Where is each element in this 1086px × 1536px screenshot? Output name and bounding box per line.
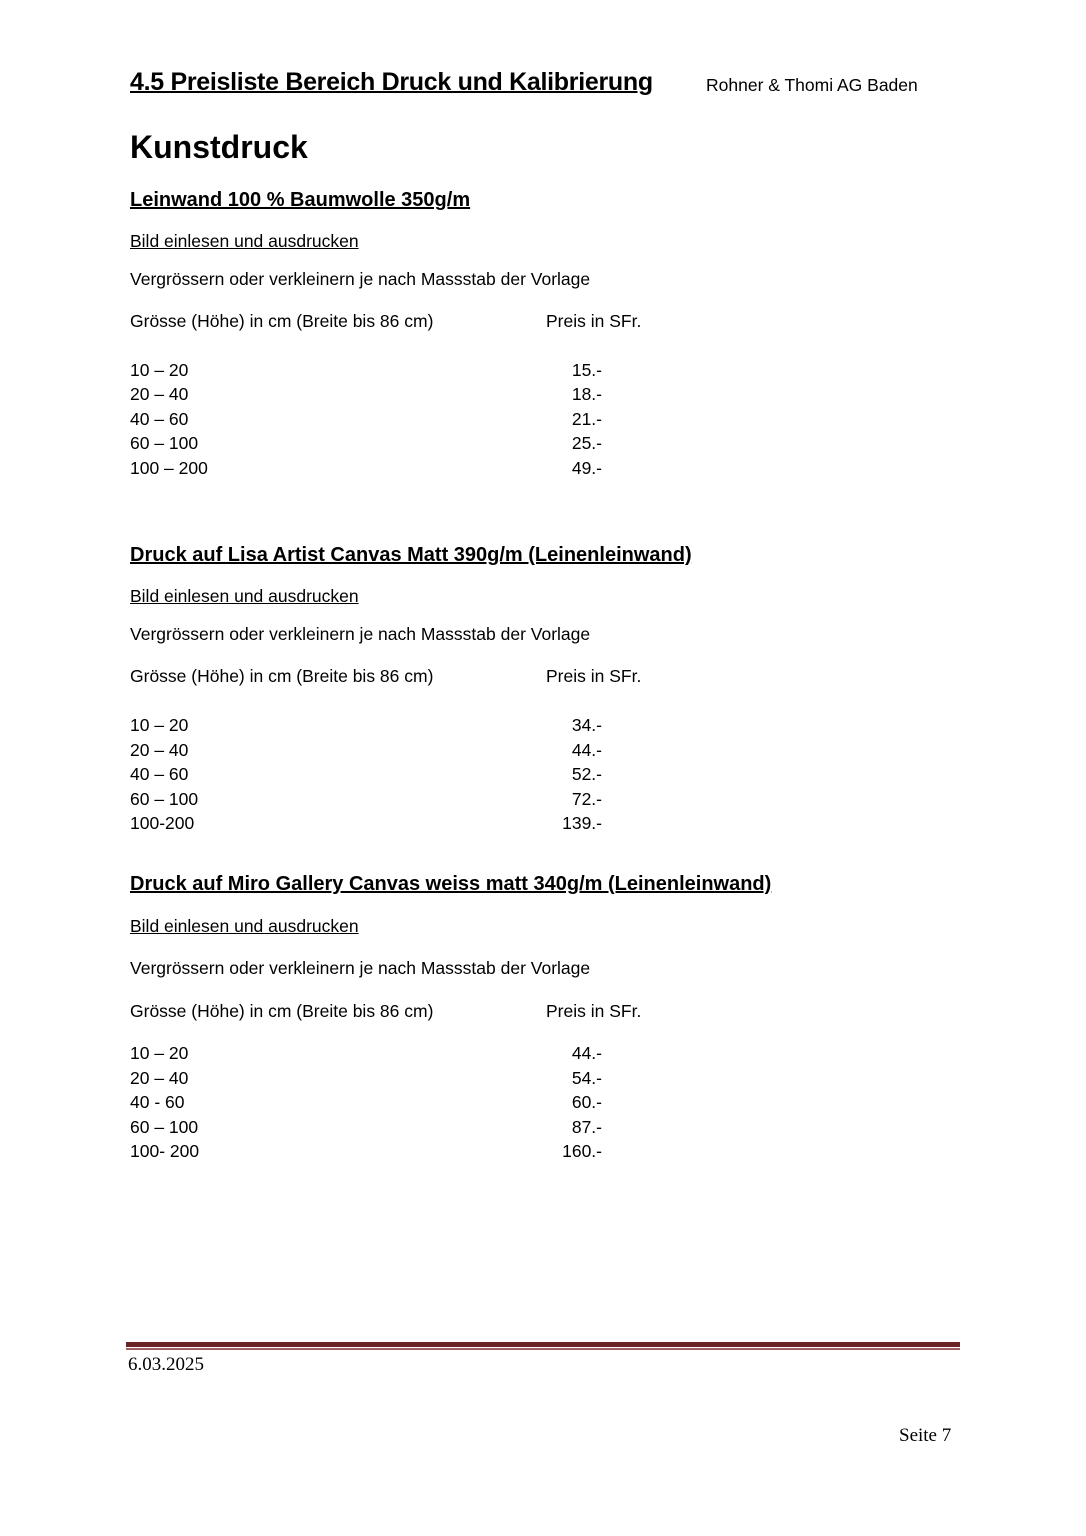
document-title: 4.5 Preisliste Bereich Druck und Kalibrierung — [130, 68, 653, 96]
column-header-price: Preis in SFr. — [546, 311, 642, 331]
row-price: 60.- — [571, 1092, 602, 1112]
row-price: 15.- — [571, 360, 602, 380]
section-heading: Druck auf Miro Gallery Canvas weiss matt 340g/m (Leinenleinwand) — [130, 873, 772, 895]
row-size: 60 – 100 — [130, 1117, 199, 1137]
row-size: 20 – 40 — [130, 1068, 189, 1088]
row-size: 100 – 200 — [130, 458, 208, 478]
section-heading: Druck auf Lisa Artist Canvas Matt 390g/m (Leinenleinwand) — [130, 544, 692, 566]
column-header-price: Preis in SFr. — [546, 1001, 642, 1021]
row-size: 10 – 20 — [130, 360, 189, 380]
row-price: 18.- — [571, 384, 602, 404]
row-size: 60 – 100 — [130, 433, 199, 453]
row-size: 10 – 20 — [130, 1043, 189, 1063]
row-price: 87.- — [571, 1117, 602, 1137]
footer-rule — [126, 1342, 960, 1347]
section-subtitle: Bild einlesen und ausdrucken — [130, 231, 359, 251]
footer-rule-thin — [126, 1348, 960, 1350]
row-price: 54.- — [571, 1068, 602, 1088]
row-size: 60 – 100 — [130, 789, 199, 809]
row-size: 100-200 — [130, 813, 195, 833]
section-note: Vergrössern oder verkleinern je nach Massstab der Vorlage — [130, 269, 591, 289]
company-name: Rohner & Thomi AG Baden — [706, 75, 918, 95]
row-size: 20 – 40 — [130, 384, 189, 404]
row-size: 20 – 40 — [130, 740, 189, 760]
row-price: 139.- — [562, 813, 602, 833]
row-size: 10 – 20 — [130, 715, 189, 735]
column-header-size: Grösse (Höhe) in cm (Breite bis 86 cm) — [130, 311, 434, 331]
row-size: 40 - 60 — [130, 1092, 185, 1112]
section-subtitle: Bild einlesen und ausdrucken — [130, 916, 359, 936]
page-number: Seite 7 — [899, 1425, 952, 1446]
row-price: 52.- — [571, 764, 602, 784]
column-header-size: Grösse (Höhe) in cm (Breite bis 86 cm) — [130, 1001, 434, 1021]
row-price: 34.- — [571, 715, 602, 735]
section-heading: Leinwand 100 % Baumwolle 350g/m — [130, 189, 471, 211]
row-price: 44.- — [571, 740, 602, 760]
row-price: 72.- — [571, 789, 602, 809]
column-header-size: Grösse (Höhe) in cm (Breite bis 86 cm) — [130, 666, 434, 686]
section-subtitle: Bild einlesen und ausdrucken — [130, 586, 359, 606]
row-price: 49.- — [571, 458, 602, 478]
section-note: Vergrössern oder verkleinern je nach Massstab der Vorlage — [130, 958, 591, 978]
row-price: 25.- — [571, 433, 602, 453]
row-size: 40 – 60 — [130, 764, 189, 784]
section-note: Vergrössern oder verkleinern je nach Massstab der Vorlage — [130, 624, 591, 644]
row-size: 100- 200 — [130, 1141, 200, 1161]
row-price: 160.- — [562, 1141, 602, 1161]
row-size: 40 – 60 — [130, 409, 189, 429]
main-heading: Kunstdruck — [130, 129, 308, 165]
column-header-price: Preis in SFr. — [546, 666, 642, 686]
row-price: 44.- — [571, 1043, 602, 1063]
footer-date: 6.03.2025 — [128, 1354, 204, 1375]
row-price: 21.- — [571, 409, 602, 429]
